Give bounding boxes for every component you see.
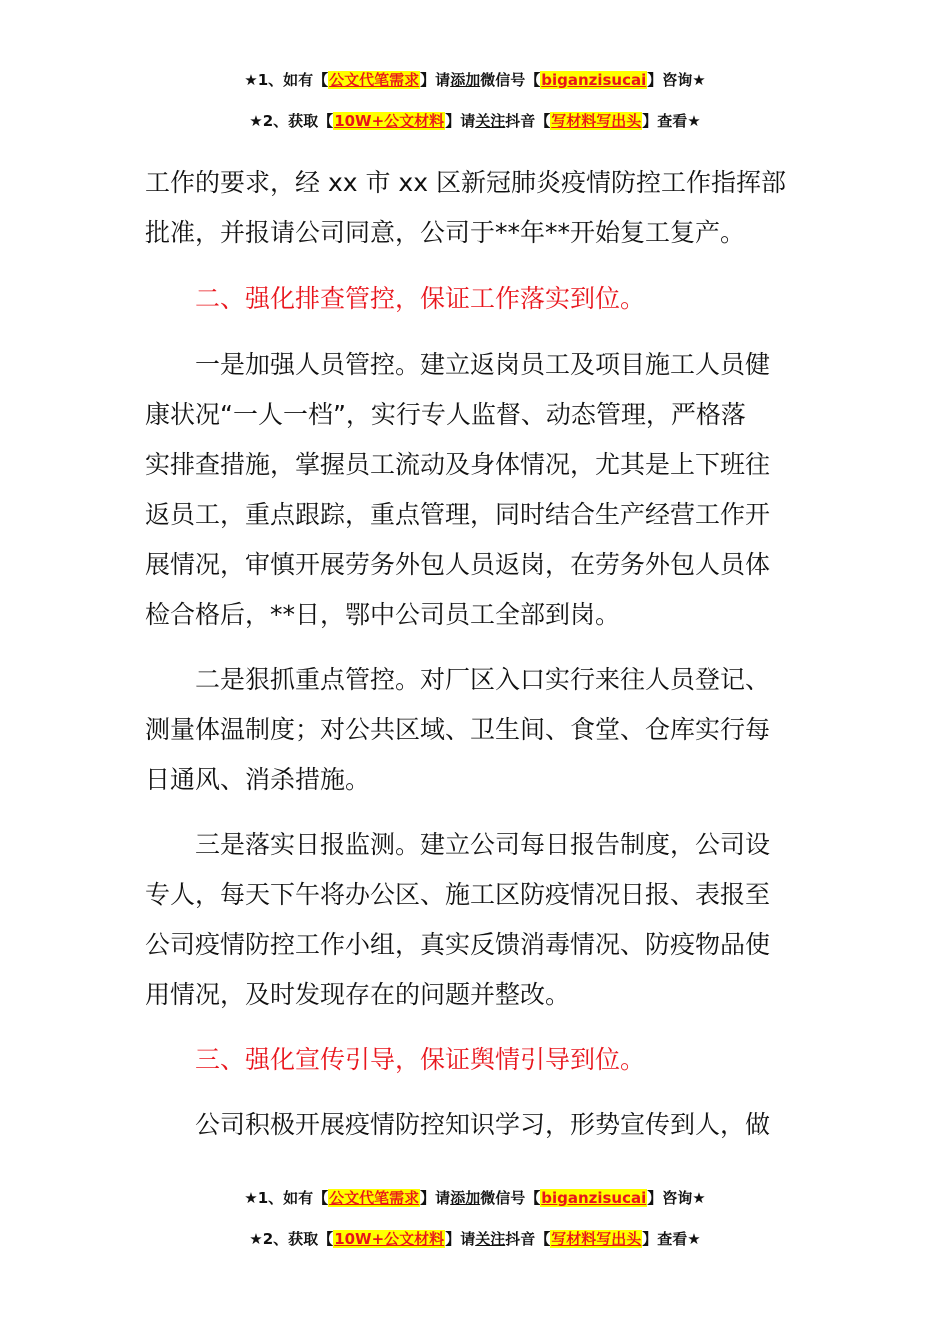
- banner-text: ★1、如有【: [244, 71, 329, 89]
- banner-text: 】查看★: [642, 112, 701, 130]
- banner-underlined: 关注: [475, 1230, 506, 1248]
- text-line: 三是落实日报监测。建立公司每日报告制度，公司设: [195, 830, 771, 859]
- paragraph-4: [145, 820, 815, 1020]
- text-line: 二是狠抓重点管控。对厂区入口实行来往人员登记、: [195, 665, 771, 694]
- paragraph-3: [145, 655, 815, 805]
- banner-underlined: 关注: [475, 112, 506, 130]
- footer-banner-line1: [0, 1188, 950, 1208]
- paragraph-1: [145, 158, 815, 258]
- banner-text: 微信号【: [480, 71, 541, 89]
- banner-text: 】请: [445, 112, 476, 130]
- text-line: 测量体温制度；对公共区域、卫生间、食堂、仓库实行每: [145, 715, 771, 744]
- text-line: 公司积极开展疫情防控知识学习，形势宣传到人，做: [195, 1110, 771, 1139]
- banner-highlight-douyin: 写材料写出头: [551, 112, 642, 130]
- banner-highlight-wechat: biganzisucai: [541, 1189, 647, 1207]
- banner-underlined: 添加: [450, 1189, 481, 1207]
- footer-banner-line2: [0, 1229, 950, 1249]
- text-line: 专人，每天下午将办公区、施工区防疫情况日报、表报至: [145, 880, 771, 909]
- text-line: 工作的要求，经 xx 市 xx 区新冠肺炎疫情防控工作指挥部: [145, 168, 786, 197]
- banner-text: 】咨询★: [647, 1189, 706, 1207]
- banner-text: 】请: [445, 1230, 476, 1248]
- paragraph-2: [145, 340, 815, 640]
- banner-text: 抖音【: [505, 1230, 551, 1248]
- banner-underlined: 添加: [450, 71, 481, 89]
- section-heading-2: [195, 274, 865, 324]
- banner-highlight: 公文代笔需求: [329, 71, 420, 89]
- banner-text: 】请: [420, 1189, 451, 1207]
- paragraph-5: [145, 1100, 815, 1150]
- text-line: 用情况，及时发现存在的问题并整改。: [145, 980, 571, 1009]
- text-line: 公司疫情防控工作小组，真实反馈消毒情况、防疫物品使: [145, 930, 771, 959]
- text-line: 展情况，审慎开展劳务外包人员返岗，在劳务外包人员体: [145, 550, 771, 579]
- banner-text: 】请: [420, 71, 451, 89]
- banner-text: 】查看★: [642, 1230, 701, 1248]
- banner-highlight-douyin: 写材料写出头: [551, 1230, 642, 1248]
- text-line: 实排查措施，掌握员工流动及身体情况，尤其是上下班往: [145, 450, 771, 479]
- banner-highlight: 10W+公文材料: [334, 1230, 445, 1248]
- header-banner-line1: [0, 70, 950, 90]
- text-line: 批准，并报请公司同意，公司于**年**开始复工复产。: [145, 218, 746, 247]
- banner-text: ★2、获取【: [249, 1230, 334, 1248]
- text-line: 日通风、消杀措施。: [145, 765, 371, 794]
- text-line: 检合格后，**日，鄂中公司员工全部到岗。: [145, 600, 621, 629]
- banner-text: 微信号【: [480, 1189, 541, 1207]
- header-banner-line2: [0, 111, 950, 131]
- banner-highlight: 10W+公文材料: [334, 112, 445, 130]
- banner-highlight-wechat: biganzisucai: [541, 71, 647, 89]
- banner-text: ★2、获取【: [249, 112, 334, 130]
- section-heading-3: [195, 1035, 865, 1085]
- heading-text: 二、强化排查管控，保证工作落实到位。: [195, 284, 646, 313]
- banner-text: 抖音【: [505, 112, 551, 130]
- banner-text: 】咨询★: [647, 71, 706, 89]
- banner-text: ★1、如有【: [244, 1189, 329, 1207]
- text-line: 一是加强人员管控。建立返岗员工及项目施工人员健: [195, 350, 771, 379]
- text-line: 康状况“一人一档”，实行专人监督、动态管理，严格落: [145, 400, 746, 429]
- banner-highlight: 公文代笔需求: [329, 1189, 420, 1207]
- heading-text: 三、强化宣传引导，保证舆情引导到位。: [195, 1045, 646, 1074]
- text-line: 返员工，重点跟踪，重点管理，同时结合生产经营工作开: [145, 500, 771, 529]
